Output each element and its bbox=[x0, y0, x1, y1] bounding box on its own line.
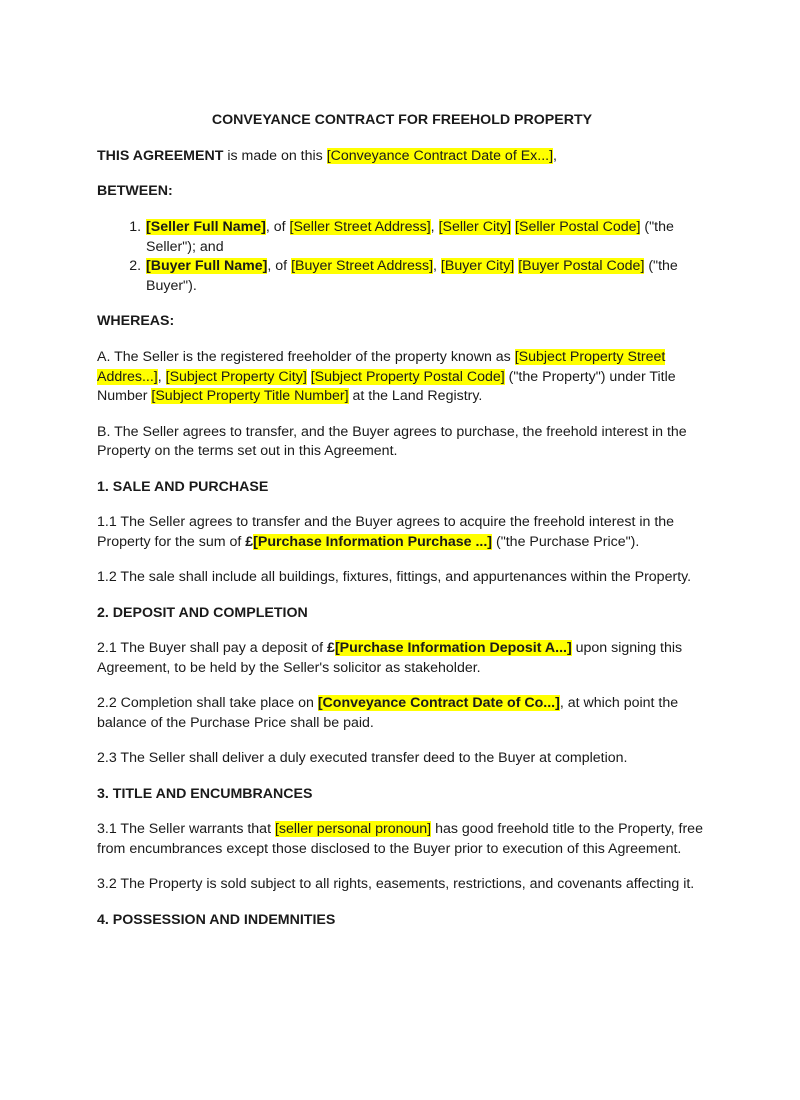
clause-1-2: 1.2 The sale shall include all buildings, fixtures, fittings, and appurtenances within the Property. bbox=[97, 569, 692, 586]
currency-symbol: £ bbox=[245, 533, 254, 550]
field-seller-pronoun[interactable]: [seller personal pronoun] bbox=[274, 821, 432, 838]
text: upon signing this Agreement, to be held by the Seller's solicitor as stakeholder. bbox=[97, 640, 683, 676]
text: ("the Seller"); and bbox=[146, 219, 674, 255]
text: ("the Buyer"). bbox=[146, 258, 678, 294]
intro-text: is made on this bbox=[223, 148, 327, 165]
text: , bbox=[433, 258, 441, 275]
clause-2-1 bbox=[97, 639, 707, 678]
text: ("the Property") under Title Number bbox=[97, 368, 676, 405]
text: , of bbox=[267, 258, 292, 275]
currency-symbol: £ bbox=[327, 640, 335, 657]
between-heading: BETWEEN: bbox=[97, 183, 173, 200]
field-seller-street[interactable]: [Seller Street Address] bbox=[289, 219, 431, 236]
recital-a bbox=[97, 348, 707, 407]
field-property-title-number[interactable]: [Subject Property Title Number] bbox=[151, 388, 349, 405]
field-buyer-postal[interactable]: [Buyer Postal Code] bbox=[518, 258, 645, 275]
text: 2.2 Completion shall take place on bbox=[97, 695, 318, 712]
clause-3-2: 3.2 The Property is sold subject to all rights, easements, restrictions, and covenants affecting it. bbox=[97, 876, 695, 893]
clause-2-2 bbox=[97, 694, 707, 733]
intro-paragraph bbox=[97, 147, 707, 167]
text: at the Land Registry. bbox=[348, 388, 483, 405]
field-seller-city[interactable]: [Seller City] bbox=[438, 219, 512, 236]
field-purchase-price[interactable]: [Purchase Information Purchase ...] bbox=[253, 533, 493, 550]
clause-3-1 bbox=[97, 820, 707, 859]
text: , bbox=[430, 219, 439, 236]
field-property-city[interactable]: [Subject Property City] bbox=[165, 368, 307, 385]
field-seller-name[interactable]: [Seller Full Name] bbox=[146, 219, 266, 236]
field-property-street[interactable]: [Subject Property Street Addres...] bbox=[97, 349, 666, 385]
field-date-execution[interactable]: [Conveyance Contract Date of Ex...] bbox=[326, 148, 554, 165]
text: 3.1 The Seller warrants that bbox=[97, 821, 275, 838]
document-title: CONVEYANCE CONTRACT FOR FREEHOLD PROPERTY bbox=[211, 112, 593, 128]
text: , at which point the balance of the Purchase Price shall be paid. bbox=[97, 695, 679, 731]
field-buyer-city[interactable]: [Buyer City] bbox=[440, 258, 515, 275]
field-seller-postal[interactable]: [Seller Postal Code] bbox=[515, 219, 641, 236]
clause-1-1 bbox=[97, 513, 707, 552]
section-2-heading: 2. DEPOSIT AND COMPLETION bbox=[97, 604, 308, 621]
section-1-heading: 1. SALE AND PURCHASE bbox=[97, 478, 269, 495]
party-seller bbox=[145, 218, 707, 257]
text: , of bbox=[265, 219, 290, 236]
text: has good freehold title to the Property, free from encumbrances except those disclosed to the Buyer prior to execution of this Agreement. bbox=[97, 821, 703, 857]
party-buyer bbox=[145, 257, 707, 296]
intro-lead: THIS AGREEMENT bbox=[97, 148, 224, 165]
text: 1.1 The Seller agrees to transfer and the Buyer agrees to acquire the freehold interest in the Property for the sum of bbox=[97, 514, 675, 550]
parties-list bbox=[97, 218, 707, 296]
text: A. The Seller is the registered freeholder of the property known as bbox=[97, 349, 515, 366]
document-body bbox=[97, 111, 707, 946]
text: ("the Purchase Price"). bbox=[492, 533, 640, 550]
field-buyer-street[interactable]: [Buyer Street Address] bbox=[291, 258, 434, 275]
field-buyer-name[interactable]: [Buyer Full Name] bbox=[146, 258, 268, 275]
recital-b: B. The Seller agrees to transfer, and the Buyer agrees to purchase, the freehold interest in the Property on the terms set out in this Agreement. bbox=[97, 423, 687, 460]
text: , bbox=[157, 368, 166, 385]
clause-2-3: 2.3 The Seller shall deliver a duly executed transfer deed to the Buyer at completion. bbox=[97, 750, 628, 767]
field-property-postal[interactable]: [Subject Property Postal Code] bbox=[310, 368, 505, 385]
section-4-heading: 4. POSSESSION AND INDEMNITIES bbox=[97, 911, 336, 928]
field-deposit-amount[interactable]: [Purchase Information Deposit A...] bbox=[334, 640, 572, 657]
whereas-heading: WHEREAS: bbox=[97, 313, 175, 330]
section-3-heading: 3. TITLE AND ENCUMBRANCES bbox=[97, 785, 313, 802]
field-completion-date[interactable]: [Conveyance Contract Date of Co...] bbox=[317, 695, 560, 712]
intro-tail: , bbox=[553, 148, 557, 165]
text: 2.1 The Buyer shall pay a deposit of bbox=[97, 640, 328, 657]
